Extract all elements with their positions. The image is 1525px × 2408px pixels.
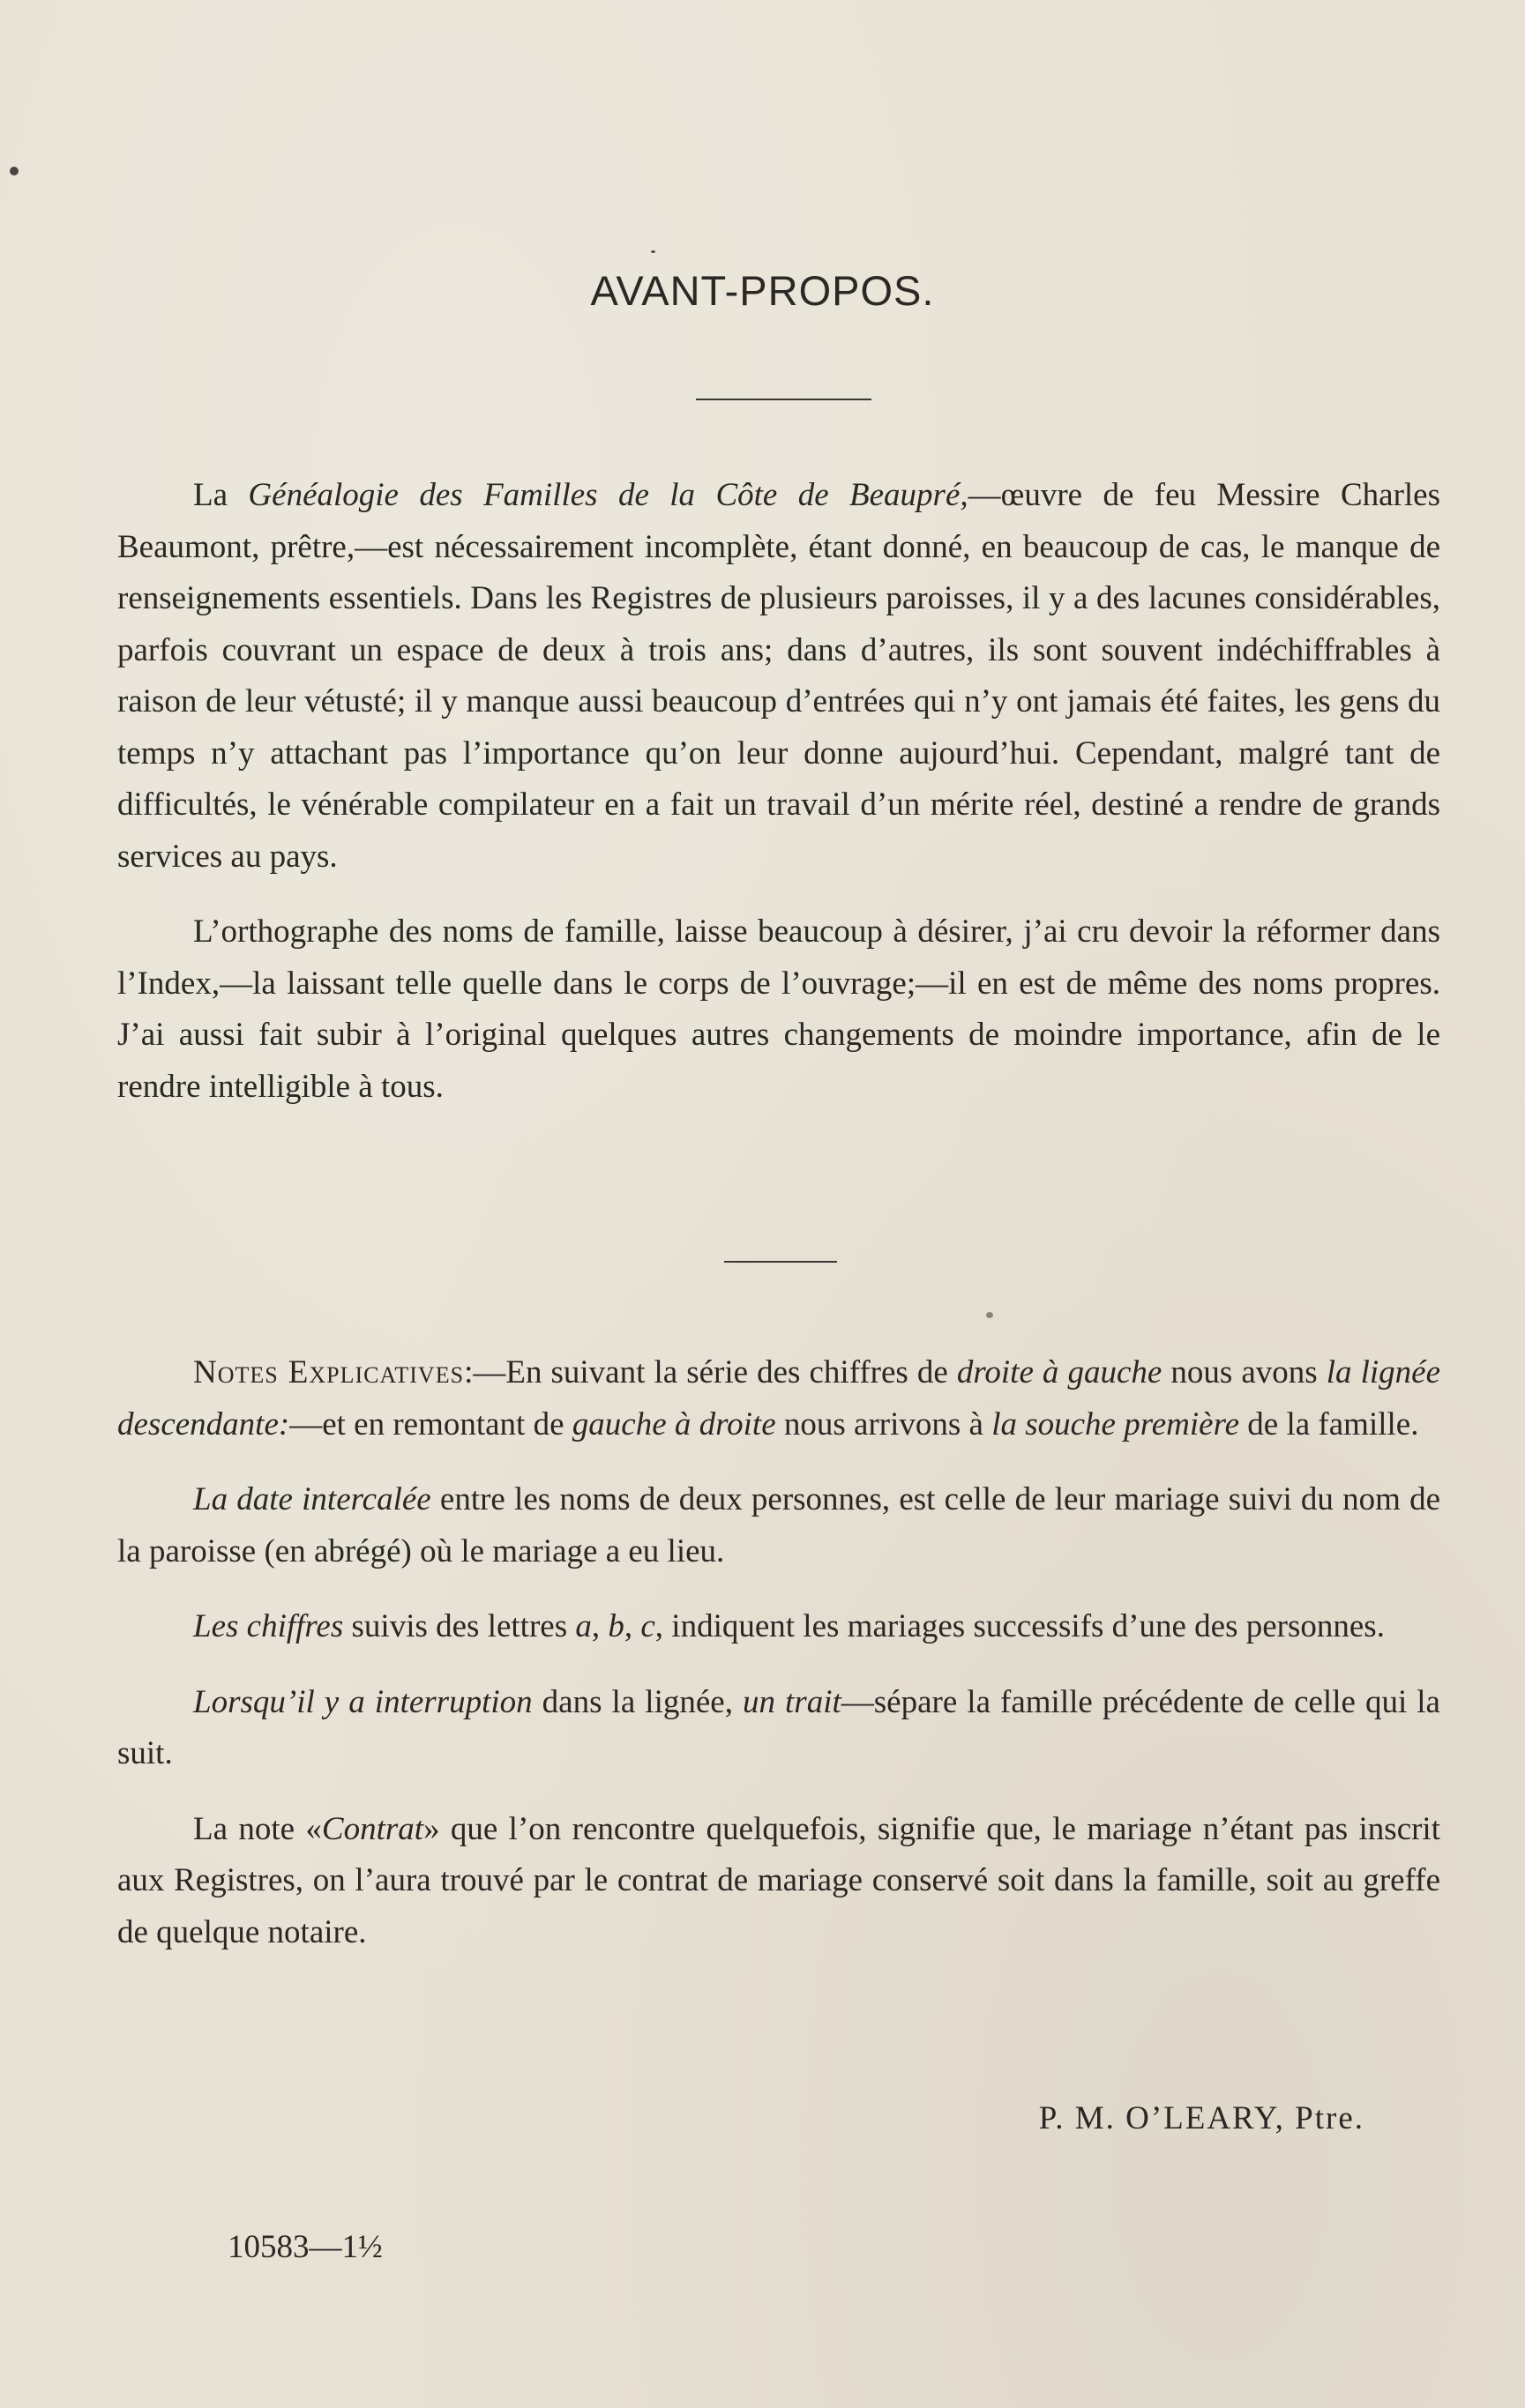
foreword-paragraph-1 [117, 470, 1440, 883]
paragraph-text: —œuvre de feu Messire Charles Beaumont, prêtre,—est nécessairement incomplète, étant donné, en beaucoup de cas, le manque de renseignements essentiels. Dans les Registres de plusieurs paroisses, il y a des lacunes considérables, parfois couvrant un espace de deux à trois ans; dans d’autres, ils sont souvent indéchiffrables à raison de leur vétusté; il y manque aussi beaucoup d’entrées qui n’y ont jamais été faites, les gens du temps n’y attachant pas l’importance qu’on leur donne aujourd’hui. Cependant, malgré tant de difficultés, le vénérable compilateur en a fait un travail d’un mérite réel, destiné a rendre de grands services au pays. [117, 477, 1440, 875]
signature: P. M. O’LEARY, Ptre. [1038, 2100, 1364, 2136]
notes-paragraph-2: La date intercalée entre les noms de deux personnes, est celle de leur mariage suivi du nom de la paroisse (en abrégé) où le mariage a eu lieu. [117, 1481, 1440, 1569]
notes-paragraph-3: Les chiffres suivis des lettres a, b, c, indiquent les mariages successifs d’une des personnes. [193, 1608, 1385, 1644]
ink-speck [651, 250, 655, 253]
notes-paragraph-4: Lorsqu’il y a interruption dans la lignée, un trait—sépare la famille précédente de celle qui la suit. [117, 1683, 1440, 1771]
notes-paragraph-1: Notes Explicatives:—En suivant la série des chiffres de droite à gauche nous avons la lignée descendante:—et en remontant de gauche à droite nous arrivons à la souche première de la famille. [117, 1354, 1440, 1443]
title-divider [696, 399, 871, 400]
notes-paragraph-5: La note «Contrat» que l’on rencontre quelquefois, signifie que, le mariage n’étant pas inscrit aux Registres, on l’aura trouvé par le contrat de mariage conservé soit dans la famille, soit au greffe de quelque notaire. [117, 1810, 1440, 1950]
work-title: Généalogie des Familles de la Côte de Beaupré, [248, 477, 968, 513]
foreword-paragraph-2: L’orthographe des noms de famille, laisse beaucoup à désirer, j’ai cru devoir la réformer dans l’Index,—la laissant telle quelle dans le corps de l’ouvrage;—il en est de même des noms propres. J’ai aussi fait subir à l’original quelques autres changements de moindre importance, afin de le rendre intelligible à tous. [117, 913, 1440, 1105]
print-code: 10583—1½ [228, 2229, 383, 2265]
section-divider [724, 1261, 837, 1263]
ink-speck [10, 167, 19, 175]
foreword-section [117, 470, 1440, 1113]
page-title: AVANT-PROPOS. [590, 267, 935, 314]
paragraph-lead: La [193, 477, 249, 513]
ink-speck [986, 1312, 993, 1318]
notes-label: Notes Explicatives [193, 1354, 465, 1390]
explanatory-notes-section [117, 1347, 1440, 1958]
